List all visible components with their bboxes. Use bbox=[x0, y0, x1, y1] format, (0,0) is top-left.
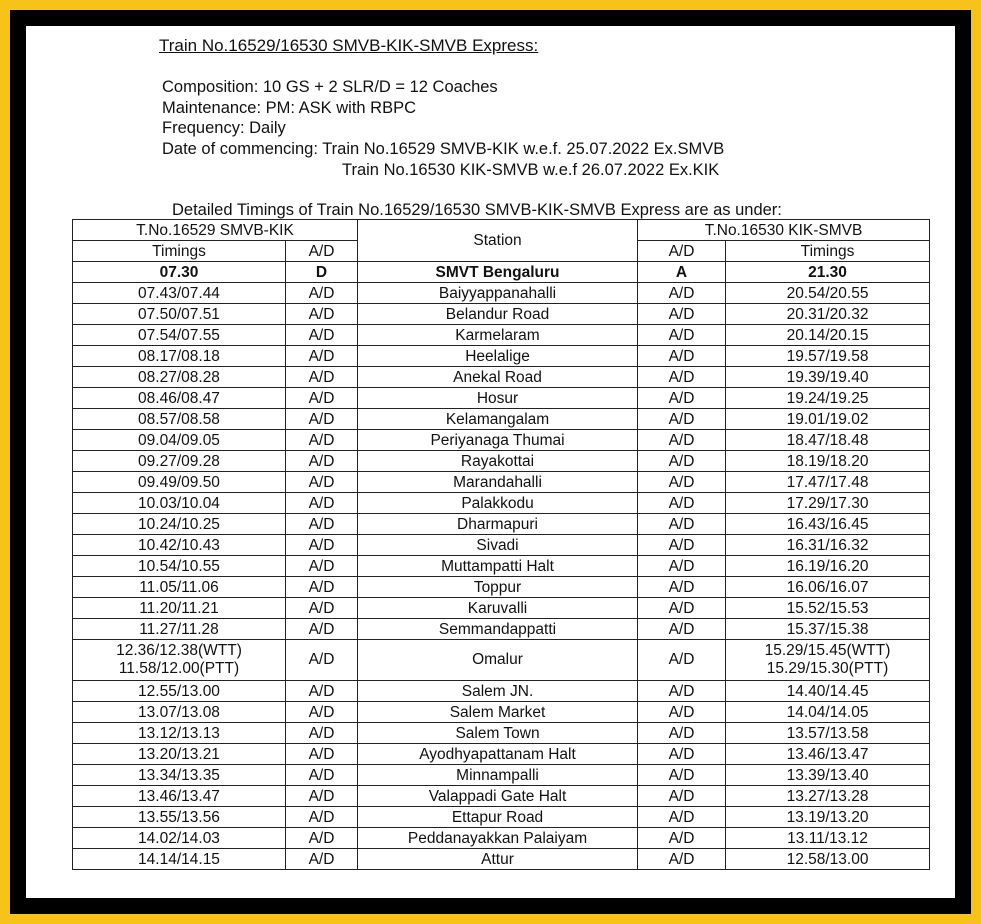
table-row bbox=[73, 451, 930, 472]
ad-right-cell: A/D bbox=[638, 849, 726, 870]
ad-right-cell: A/D bbox=[638, 702, 726, 723]
table-row bbox=[73, 304, 930, 325]
table-row bbox=[73, 367, 930, 388]
table-row bbox=[73, 681, 930, 702]
table-row bbox=[73, 744, 930, 765]
ad-right-cell: A/D bbox=[638, 640, 726, 681]
station-header: Station bbox=[358, 220, 638, 262]
ad-right-cell: A/D bbox=[638, 367, 726, 388]
timetable-body bbox=[73, 262, 930, 870]
timing-right-cell: 15.37/15.38 bbox=[726, 619, 930, 640]
commencing-line-2: Train No.16530 KIK-SMVB w.e.f 26.07.2022 Ex.KIK bbox=[342, 161, 720, 179]
timing-left-cell: 13.55/13.56 bbox=[73, 807, 286, 828]
station-cell: Dharmapuri bbox=[358, 514, 638, 535]
timing-right-cell: 13.27/13.28 bbox=[726, 786, 930, 807]
timing-right-cell: 15.52/15.53 bbox=[726, 598, 930, 619]
station-cell: Anekal Road bbox=[358, 367, 638, 388]
station-cell: Rayakottai bbox=[358, 451, 638, 472]
ad-right-cell: A/D bbox=[638, 451, 726, 472]
table-row bbox=[73, 535, 930, 556]
timing-right-cell: 13.19/13.20 bbox=[726, 807, 930, 828]
ad-right-cell: A/D bbox=[638, 619, 726, 640]
ad-left-cell: A/D bbox=[286, 430, 358, 451]
ad-left-cell: A/D bbox=[286, 409, 358, 430]
station-cell: SMVT Bengaluru bbox=[358, 262, 638, 283]
timing-left-cell: 08.27/08.28 bbox=[73, 367, 286, 388]
timing-right-cell: 14.40/14.45 bbox=[726, 681, 930, 702]
table-row bbox=[73, 556, 930, 577]
table-row bbox=[73, 640, 930, 681]
table-row bbox=[73, 577, 930, 598]
ad-left-cell: A/D bbox=[286, 828, 358, 849]
ad-left-header: A/D bbox=[286, 241, 358, 262]
table-row bbox=[73, 472, 930, 493]
ad-right-cell: A/D bbox=[638, 535, 726, 556]
timing-left-cell: 07.54/07.55 bbox=[73, 325, 286, 346]
station-cell: Karmelaram bbox=[358, 325, 638, 346]
station-cell: Kelamangalam bbox=[358, 409, 638, 430]
timing-right-cell: 19.39/19.40 bbox=[726, 367, 930, 388]
ad-right-cell: A/D bbox=[638, 409, 726, 430]
ad-left-cell: A/D bbox=[286, 786, 358, 807]
timing-left-cell: 09.27/09.28 bbox=[73, 451, 286, 472]
ad-left-cell: A/D bbox=[286, 744, 358, 765]
table-row bbox=[73, 723, 930, 744]
timing-right-cell: 13.39/13.40 bbox=[726, 765, 930, 786]
station-cell: Semmandappatti bbox=[358, 619, 638, 640]
ad-right-cell: A/D bbox=[638, 556, 726, 577]
station-cell: Karuvalli bbox=[358, 598, 638, 619]
frequency-line: Frequency: Daily bbox=[162, 119, 286, 137]
station-cell: Hosur bbox=[358, 388, 638, 409]
ad-right-cell: A/D bbox=[638, 514, 726, 535]
timing-left-cell: 13.34/13.35 bbox=[73, 765, 286, 786]
timing-right-cell: 16.19/16.20 bbox=[726, 556, 930, 577]
ad-left-cell: A/D bbox=[286, 472, 358, 493]
table-row bbox=[73, 325, 930, 346]
table-row bbox=[73, 409, 930, 430]
timing-right-cell bbox=[726, 640, 930, 681]
timing-right-cell: 19.57/19.58 bbox=[726, 346, 930, 367]
timing-left-cell: 11.27/11.28 bbox=[73, 619, 286, 640]
timing-right-cell: 16.06/16.07 bbox=[726, 577, 930, 598]
timing-right-cell: 16.43/16.45 bbox=[726, 514, 930, 535]
timing-right-cell: 12.58/13.00 bbox=[726, 849, 930, 870]
ad-right-cell: A bbox=[638, 262, 726, 283]
ad-right-cell: A/D bbox=[638, 681, 726, 702]
timing-right-cell-line-2: 15.29/15.30(PTT) bbox=[766, 660, 889, 677]
ad-left-cell: A/D bbox=[286, 723, 358, 744]
timing-right-cell: 20.14/20.15 bbox=[726, 325, 930, 346]
ad-left-cell: A/D bbox=[286, 325, 358, 346]
maintenance-line: Maintenance: PM: ASK with RBPC bbox=[162, 99, 417, 117]
ad-right-cell: A/D bbox=[638, 744, 726, 765]
timing-left-cell: 13.12/13.13 bbox=[73, 723, 286, 744]
ad-left-cell: A/D bbox=[286, 849, 358, 870]
timing-left-cell: 14.02/14.03 bbox=[73, 828, 286, 849]
station-cell: Sivadi bbox=[358, 535, 638, 556]
timing-left-cell: 10.03/10.04 bbox=[73, 493, 286, 514]
timing-left-cell: 10.54/10.55 bbox=[73, 556, 286, 577]
station-cell: Ayodhyapattanam Halt bbox=[358, 744, 638, 765]
ad-left-cell: A/D bbox=[286, 367, 358, 388]
table-row bbox=[73, 262, 930, 283]
ad-right-cell: A/D bbox=[638, 765, 726, 786]
table-row bbox=[73, 493, 930, 514]
ad-right-cell: A/D bbox=[638, 786, 726, 807]
ad-left-cell: A/D bbox=[286, 807, 358, 828]
ad-left-cell: A/D bbox=[286, 535, 358, 556]
timing-left-cell: 11.05/11.06 bbox=[73, 577, 286, 598]
ad-right-cell: A/D bbox=[638, 325, 726, 346]
document-title: Train No.16529/16530 SMVB-KIK-SMVB Express: bbox=[159, 36, 539, 55]
station-cell: Belandur Road bbox=[358, 304, 638, 325]
table-row bbox=[73, 598, 930, 619]
timing-right-cell: 21.30 bbox=[726, 262, 930, 283]
station-cell: Baiyyappanahalli bbox=[358, 283, 638, 304]
table-row bbox=[73, 849, 930, 870]
table-row bbox=[73, 430, 930, 451]
station-cell: Salem Market bbox=[358, 702, 638, 723]
station-cell: Ettapur Road bbox=[358, 807, 638, 828]
timing-right-cell: 19.24/19.25 bbox=[726, 388, 930, 409]
ad-left-cell: A/D bbox=[286, 640, 358, 681]
timing-right-cell: 16.31/16.32 bbox=[726, 535, 930, 556]
ad-right-header: A/D bbox=[638, 241, 726, 262]
ad-right-cell: A/D bbox=[638, 346, 726, 367]
station-cell: Palakkodu bbox=[358, 493, 638, 514]
table-caption: Detailed Timings of Train No.16529/16530 SMVB-KIK-SMVB Express are as under: bbox=[172, 201, 782, 219]
timing-right-cell: 20.31/20.32 bbox=[726, 304, 930, 325]
station-cell: Omalur bbox=[358, 640, 638, 681]
ad-left-cell: A/D bbox=[286, 451, 358, 472]
ad-right-cell: A/D bbox=[638, 283, 726, 304]
ad-left-cell: A/D bbox=[286, 577, 358, 598]
right-train-header: T.No.16530 KIK-SMVB bbox=[638, 220, 930, 241]
ad-left-cell: A/D bbox=[286, 283, 358, 304]
ad-left-cell: D bbox=[286, 262, 358, 283]
timing-left-cell: 13.07/13.08 bbox=[73, 702, 286, 723]
timing-left-cell: 07.30 bbox=[73, 262, 286, 283]
station-cell: Salem Town bbox=[358, 723, 638, 744]
station-cell: Peddanayakkan Palaiyam bbox=[358, 828, 638, 849]
timetable bbox=[72, 219, 930, 870]
table-row bbox=[73, 283, 930, 304]
timing-left-cell-line-1: 12.36/12.38(WTT) bbox=[116, 642, 242, 659]
ad-left-cell: A/D bbox=[286, 619, 358, 640]
timing-left-cell: 08.17/08.18 bbox=[73, 346, 286, 367]
timings-left-header: Timings bbox=[73, 241, 286, 262]
timings-right-header: Timings bbox=[726, 241, 930, 262]
station-cell: Marandahalli bbox=[358, 472, 638, 493]
ad-right-cell: A/D bbox=[638, 493, 726, 514]
commencing-line-1: Date of commencing: Train No.16529 SMVB-KIK w.e.f. 25.07.2022 Ex.SMVB bbox=[162, 140, 725, 158]
table-row bbox=[73, 514, 930, 535]
timing-left-cell: 09.49/09.50 bbox=[73, 472, 286, 493]
timing-left-cell bbox=[73, 640, 286, 681]
timing-right-cell: 18.47/18.48 bbox=[726, 430, 930, 451]
ad-right-cell: A/D bbox=[638, 598, 726, 619]
station-cell: Periyanaga Thumai bbox=[358, 430, 638, 451]
station-cell: Heelalige bbox=[358, 346, 638, 367]
timing-right-cell: 17.29/17.30 bbox=[726, 493, 930, 514]
station-cell: Toppur bbox=[358, 577, 638, 598]
ad-left-cell: A/D bbox=[286, 304, 358, 325]
ad-right-cell: A/D bbox=[638, 472, 726, 493]
ad-right-cell: A/D bbox=[638, 430, 726, 451]
timing-left-cell: 07.50/07.51 bbox=[73, 304, 286, 325]
table-row bbox=[73, 765, 930, 786]
ad-left-cell: A/D bbox=[286, 346, 358, 367]
ad-left-cell: A/D bbox=[286, 681, 358, 702]
timing-right-cell: 13.57/13.58 bbox=[726, 723, 930, 744]
timing-right-cell: 13.46/13.47 bbox=[726, 744, 930, 765]
ad-left-cell: A/D bbox=[286, 702, 358, 723]
ad-left-cell: A/D bbox=[286, 388, 358, 409]
timing-left-cell: 08.46/08.47 bbox=[73, 388, 286, 409]
timing-left-cell: 14.14/14.15 bbox=[73, 849, 286, 870]
ad-right-cell: A/D bbox=[638, 828, 726, 849]
ad-right-cell: A/D bbox=[638, 723, 726, 744]
composition-line: Composition: 10 GS + 2 SLR/D = 12 Coaches bbox=[162, 78, 498, 96]
ad-right-cell: A/D bbox=[638, 807, 726, 828]
ad-left-cell: A/D bbox=[286, 598, 358, 619]
timing-right-cell-line-1: 15.29/15.45(WTT) bbox=[764, 642, 891, 659]
table-row bbox=[73, 619, 930, 640]
timing-right-cell: 19.01/19.02 bbox=[726, 409, 930, 430]
table-row bbox=[73, 828, 930, 849]
ad-left-cell: A/D bbox=[286, 556, 358, 577]
station-cell: Salem JN. bbox=[358, 681, 638, 702]
station-cell: Minnampalli bbox=[358, 765, 638, 786]
station-cell: Attur bbox=[358, 849, 638, 870]
station-cell: Valappadi Gate Halt bbox=[358, 786, 638, 807]
table-row bbox=[73, 702, 930, 723]
timing-left-cell: 08.57/08.58 bbox=[73, 409, 286, 430]
timing-right-cell: 14.04/14.05 bbox=[726, 702, 930, 723]
timing-left-cell: 09.04/09.05 bbox=[73, 430, 286, 451]
timing-left-cell: 07.43/07.44 bbox=[73, 283, 286, 304]
ad-left-cell: A/D bbox=[286, 514, 358, 535]
table-row bbox=[73, 388, 930, 409]
table-row bbox=[73, 807, 930, 828]
timing-right-cell: 18.19/18.20 bbox=[726, 451, 930, 472]
timing-left-cell: 12.55/13.00 bbox=[73, 681, 286, 702]
timing-left-cell: 10.24/10.25 bbox=[73, 514, 286, 535]
ad-left-cell: A/D bbox=[286, 493, 358, 514]
ad-right-cell: A/D bbox=[638, 304, 726, 325]
timing-left-cell: 11.20/11.21 bbox=[73, 598, 286, 619]
timing-right-cell: 13.11/13.12 bbox=[726, 828, 930, 849]
ad-right-cell: A/D bbox=[638, 388, 726, 409]
timing-right-cell: 20.54/20.55 bbox=[726, 283, 930, 304]
table-row bbox=[73, 786, 930, 807]
left-train-header: T.No.16529 SMVB-KIK bbox=[73, 220, 358, 241]
timing-left-cell: 10.42/10.43 bbox=[73, 535, 286, 556]
station-cell: Muttampatti Halt bbox=[358, 556, 638, 577]
timing-left-cell-line-2: 11.58/12.00(PTT) bbox=[118, 660, 240, 677]
timing-left-cell: 13.46/13.47 bbox=[73, 786, 286, 807]
ad-left-cell: A/D bbox=[286, 765, 358, 786]
table-row bbox=[73, 346, 930, 367]
timing-right-cell: 17.47/17.48 bbox=[726, 472, 930, 493]
ad-right-cell: A/D bbox=[638, 577, 726, 598]
timing-left-cell: 13.20/13.21 bbox=[73, 744, 286, 765]
